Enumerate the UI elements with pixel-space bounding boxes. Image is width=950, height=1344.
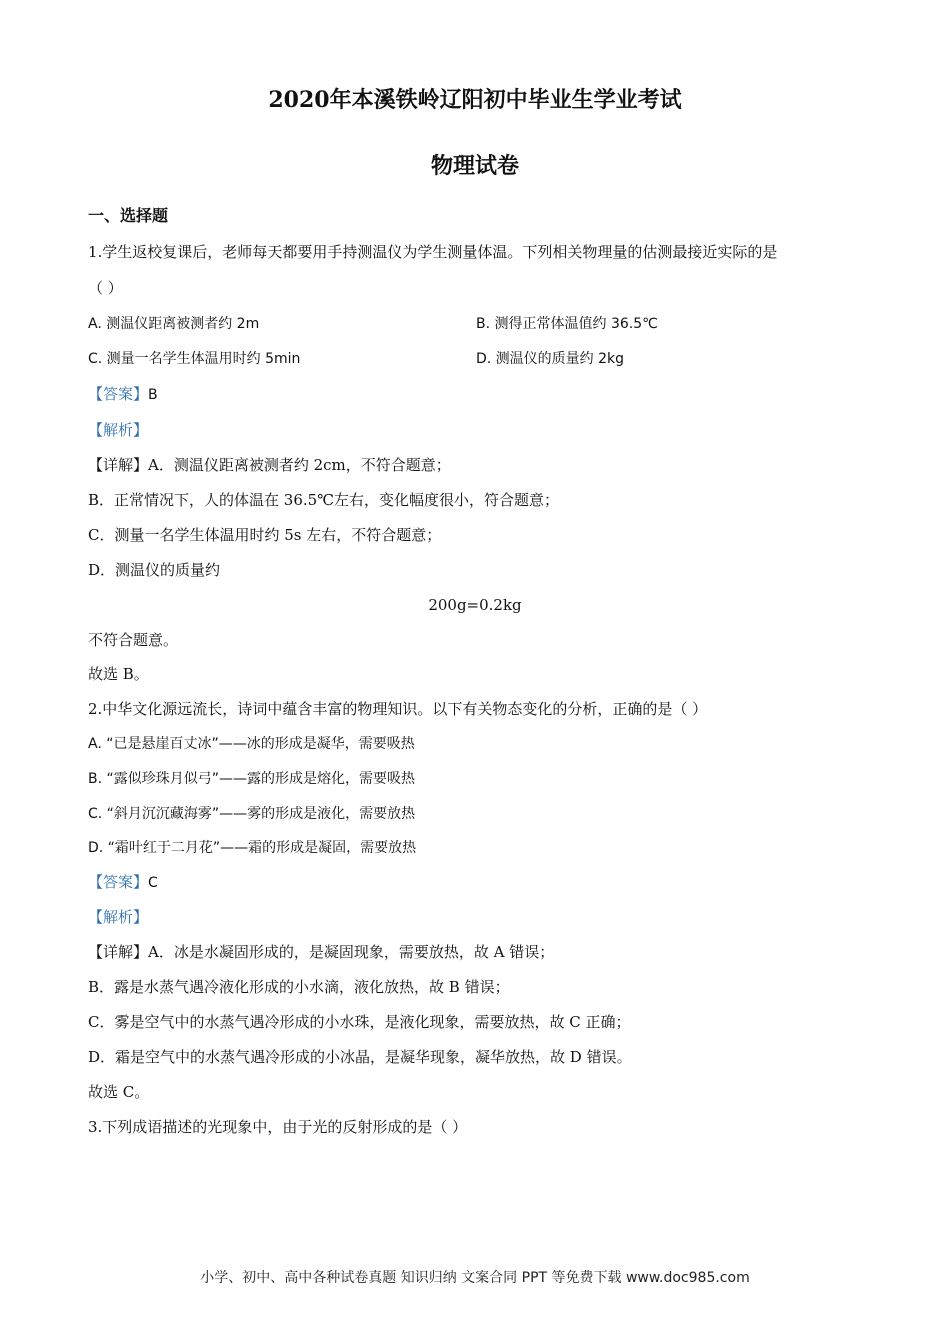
detail-text: A．冰是水凝固形成的，是凝固现象，需要放热，故 A 错误；	[148, 943, 555, 961]
q2-detail-line	[88, 942, 554, 962]
q1-after-line: 不符合题意。	[88, 631, 179, 649]
q1-stem-line1: 1.学生返校复课后，老师每天都要用手持测温仪为学生测量体温。下列相关物理量的估测最接近实际的是	[88, 243, 778, 261]
q1-detail-line	[88, 455, 451, 475]
q2-answer	[88, 872, 158, 893]
exam-title: 2020年本溪铁岭辽阳初中毕业生学业考试	[268, 87, 682, 113]
q1-detail-line: C．测量一名学生体温用时约 5s 左右，不符合题意；	[88, 526, 442, 544]
analysis-tag: 【解析】	[88, 421, 149, 439]
q1-detail-line: B．正常情况下，人的体温在 36.5℃左右，变化幅度很小，符合题意；	[88, 491, 559, 509]
q3-stem: 3.下列成语描述的光现象中，由于光的反射形成的是（ ）	[88, 1118, 468, 1136]
q1-answer	[88, 384, 158, 405]
q2-option-c: C. “斜月沉沉藏海雾”——雾的形成是液化，需要放热	[88, 806, 416, 822]
section-heading: 一、选择题	[88, 206, 169, 225]
q1-option-b: B. 测得正常体温值约 36.5℃	[476, 316, 658, 332]
exam-subtitle: 物理试卷	[430, 153, 519, 179]
q1-formula: 200g=0.2kg	[428, 596, 522, 614]
q2-stem: 2.中华文化源远流长，诗词中蕴含丰富的物理知识。以下有关物态变化的分析，正确的是（ ）	[88, 700, 708, 718]
q2-option-b: B. “露似珍珠月似弓”——露的形成是熔化，需要吸热	[88, 771, 416, 787]
footer-text[interactable]: 小学、初中、高中各种试卷真题 知识归纳 文案合同 PPT 等免费下载 www.doc985.com	[200, 1270, 750, 1286]
q2-conclusion: 故选 C。	[88, 1083, 150, 1101]
q1-stem-line2: （ ）	[88, 279, 123, 297]
q1-detail-line: D．测温仪的质量约	[88, 561, 221, 579]
detail-text: A．测温仪距离被测者约 2cm，不符合题意；	[148, 456, 451, 474]
detail-tag: 【详解】	[88, 456, 149, 474]
q2-detail-line: B．露是水蒸气遇冷液化形成的小水滴，液化放热，故 B 错误；	[88, 978, 510, 996]
q1-option-c: C. 测量一名学生体温用时约 5min	[88, 351, 301, 367]
q2-detail-line: D．霜是空气中的水蒸气遇冷形成的小冰晶，是凝华现象，凝华放热，故 D 错误。	[88, 1048, 632, 1066]
answer-value: C	[148, 875, 158, 891]
q2-option-a: A. “已是悬崖百丈冰”——冰的形成是凝华，需要吸热	[88, 736, 415, 752]
q2-detail-line: C．雾是空气中的水蒸气遇冷形成的小水珠，是液化现象，需要放热，故 C 正确；	[88, 1013, 631, 1031]
q1-analysis	[88, 420, 148, 440]
answer-tag: 【答案】	[88, 873, 149, 891]
q2-option-d: D. “霜叶红于二月花”——霜的形成是凝固，需要放热	[88, 840, 417, 856]
q1-option-d: D. 测温仪的质量约 2kg	[476, 351, 625, 367]
q1-option-a: A. 测温仪距离被测者约 2m	[88, 316, 260, 332]
answer-tag: 【答案】	[88, 385, 149, 403]
analysis-tag: 【解析】	[88, 908, 149, 926]
q2-analysis	[88, 907, 148, 927]
detail-tag: 【详解】	[88, 943, 149, 961]
answer-value: B	[148, 387, 158, 403]
q1-conclusion: 故选 B。	[88, 665, 149, 683]
